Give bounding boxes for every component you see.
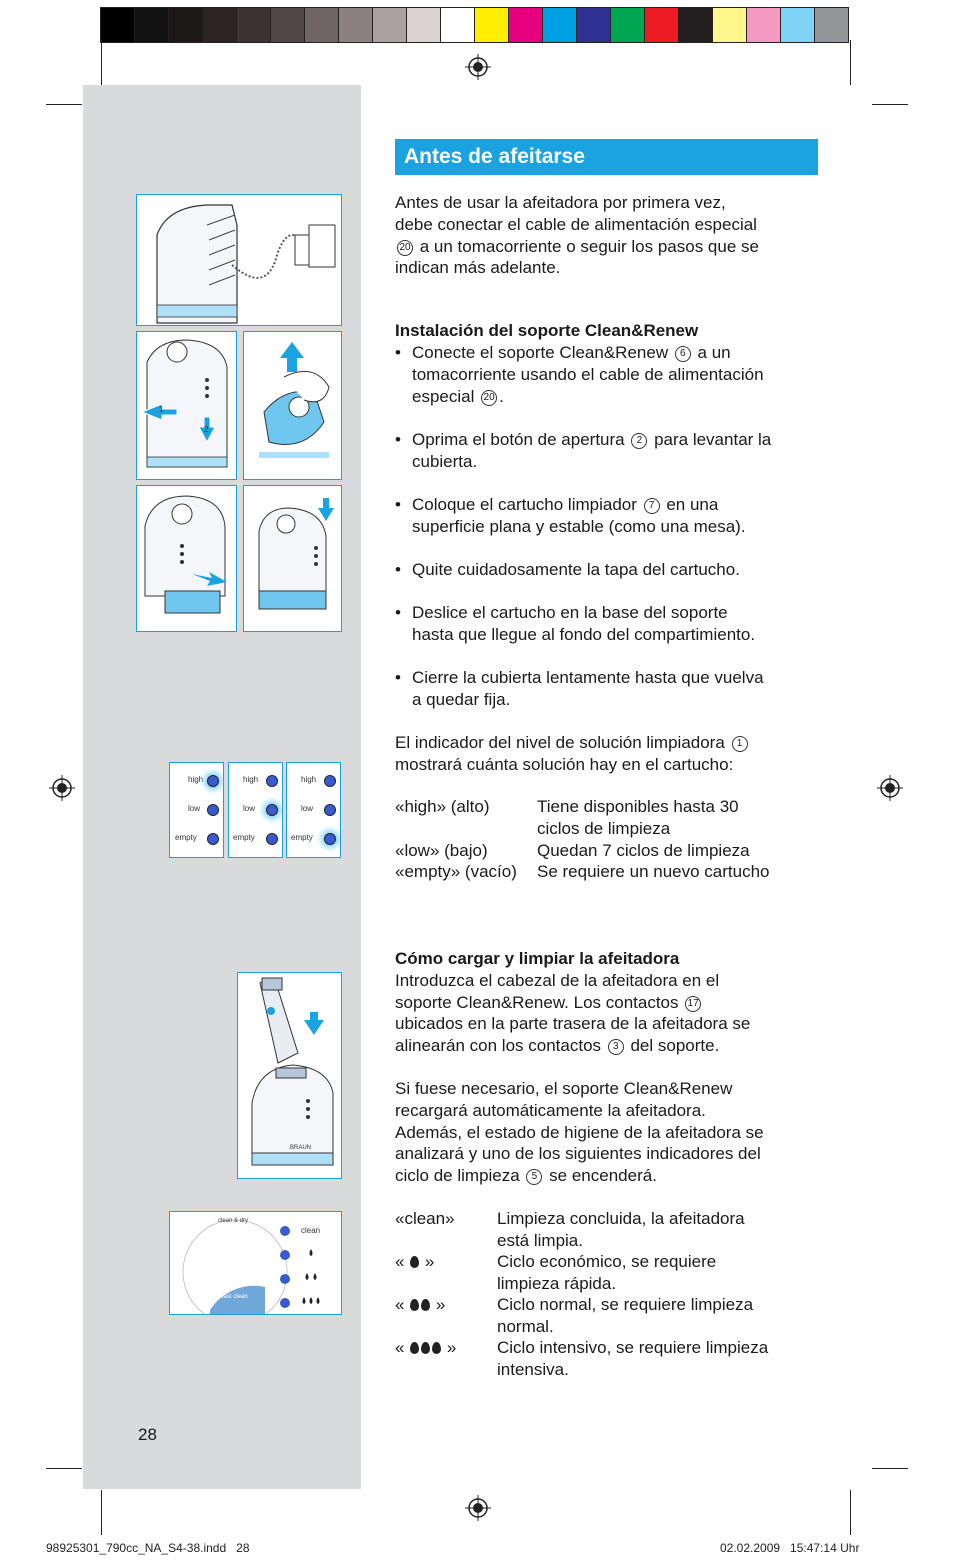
color-swatch: [101, 8, 135, 42]
drop-icon: [432, 1342, 441, 1354]
registration-mark-icon: [876, 774, 904, 802]
drop-icon: [421, 1299, 430, 1311]
label-high: high: [301, 775, 317, 784]
figure-open-cover: [136, 331, 237, 480]
drop-icon: [421, 1342, 430, 1354]
hygiene-desc-one-drop: [497, 1251, 716, 1295]
install-step-5: [395, 602, 825, 646]
level-row-empty: [395, 861, 517, 883]
figure-plug-in-station: [136, 194, 342, 326]
color-swatch: [339, 8, 373, 42]
step-text: en una: [661, 495, 719, 514]
hygiene-key-close: »: [420, 1252, 435, 1271]
intro-line: indican más adelante.: [395, 258, 561, 278]
registration-mark-icon: [464, 1494, 492, 1522]
led-high-lit: [207, 775, 219, 787]
step-line: Quite cuidadosamente la tapa del cartucho.: [412, 560, 740, 579]
recharge-line: Además, el estado de higiene de la afeitadora se: [395, 1122, 764, 1142]
footer-file-info: 98925301_790cc_NA_S4-38.indd 28: [46, 1541, 250, 1555]
step-text: a un: [692, 343, 731, 362]
crop-mark: [850, 1490, 851, 1535]
hygiene-desc-clean: [497, 1208, 745, 1252]
recharge-text: se encenderá.: [544, 1166, 657, 1186]
color-swatch: [577, 8, 611, 42]
step-line: Deslice el cartucho en la base del soporte: [412, 603, 728, 622]
charge-paragraph: [395, 948, 825, 1057]
intro-line: Antes de usar la afeitadora por primera vez,: [395, 193, 726, 212]
led-low: [207, 804, 219, 816]
label-empty: empty: [233, 833, 255, 842]
footer-timestamp: 02.02.2009 15:47:14 Uhr: [720, 1541, 860, 1555]
color-swatch: [781, 8, 815, 42]
step-line: [412, 494, 825, 516]
bullet-dot: •: [395, 430, 401, 449]
registration-mark-icon: [464, 53, 492, 81]
hygiene-key-one-drop: [395, 1251, 434, 1273]
hygiene-desc: Ciclo intensivo, se requiere limpieza: [497, 1338, 769, 1357]
level-desc: Tiene disponibles hasta 30: [537, 797, 739, 816]
install-heading: Instalación del soporte Clean&Renew: [395, 321, 699, 340]
step-line: [412, 386, 825, 408]
figure-insert-cartridge: [136, 485, 237, 632]
intro-paragraph: [395, 192, 825, 279]
hygiene-desc: está limpia.: [497, 1230, 583, 1250]
step-line: a quedar fija.: [412, 689, 511, 709]
level-row-low: [395, 840, 488, 862]
install-step-4: [395, 559, 825, 581]
step-text: Conecte el soporte Clean&Renew: [412, 343, 673, 362]
color-swatch: [373, 8, 407, 42]
color-swatch: [169, 8, 203, 42]
label-low: low: [188, 804, 201, 813]
level-desc-high: [537, 796, 739, 840]
color-swatch: [611, 8, 645, 42]
page-title: Antes de afeitarse: [404, 145, 585, 168]
label-fast-clean: fast clean: [222, 1294, 248, 1300]
label-clean-dry: clean & dry: [218, 1218, 249, 1224]
color-calibration-bar: [100, 7, 849, 43]
color-swatch: [305, 8, 339, 42]
intro-line: [395, 236, 825, 258]
level-key: «low» (bajo): [395, 841, 488, 860]
label-clean: clean: [301, 1226, 321, 1235]
recharge-line: Si fuese necesario, el soporte Clean&Renew: [395, 1079, 733, 1098]
ref-number: 17: [685, 996, 701, 1012]
charge-text: del soporte.: [625, 1036, 720, 1056]
indicator-paragraph: [395, 732, 825, 776]
color-swatch: [135, 8, 169, 42]
color-swatch: [441, 8, 475, 42]
step-line: tomacorriente usando el cable de alimentación: [412, 364, 764, 384]
level-indicator-panel-empty: [286, 762, 341, 858]
figure-shaver-in-station: [237, 972, 342, 1179]
intro-text: a un tomacorriente o seguir los pasos que se: [415, 236, 759, 256]
crop-mark: [46, 1468, 82, 1469]
step-text: Oprima el botón de apertura: [412, 430, 630, 449]
ref-number: 20: [481, 390, 497, 406]
hygiene-key-two-drops: [395, 1294, 445, 1316]
crop-mark: [101, 40, 102, 85]
close-cover-illustration: [244, 486, 341, 631]
install-step-2: [395, 429, 825, 473]
color-swatch: [815, 8, 848, 42]
bullet-dot: •: [395, 560, 401, 579]
level-indicator-panel-high: [169, 762, 224, 858]
recharge-text: ciclo de limpieza: [395, 1166, 525, 1186]
hygiene-key-close: »: [431, 1295, 446, 1314]
station-plug-illustration: [137, 195, 341, 325]
step-line: [412, 342, 825, 364]
charge-heading: Cómo cargar y limpiar la afeitadora: [395, 949, 680, 968]
color-swatch: [543, 8, 577, 42]
crop-mark: [850, 40, 851, 85]
level-desc: Quedan 7 ciclos de limpieza: [537, 841, 750, 860]
section-title-bar: [395, 139, 818, 175]
crop-mark: [872, 1468, 908, 1469]
color-swatch: [713, 8, 747, 42]
bullet-dot: •: [395, 668, 401, 687]
ref-number: 7: [644, 498, 660, 514]
recharge-line: analizará y uno de los siguientes indicadores del: [395, 1144, 761, 1164]
ref-number: 1: [732, 736, 748, 752]
step-line: [412, 429, 825, 451]
hygiene-key: «clean»: [395, 1209, 455, 1228]
hygiene-key-close: »: [442, 1338, 457, 1357]
install-step-6: [395, 667, 825, 711]
level-row-high: [395, 796, 490, 818]
drop-icon: [410, 1256, 419, 1268]
charge-line: ubicados en la parte trasera de la afeitadora se: [395, 1014, 751, 1034]
hygiene-key-clean: [395, 1208, 455, 1230]
step-line: Cierre la cubierta lentamente hasta que vuelva: [412, 668, 764, 687]
insert-cartridge-illustration: [137, 486, 236, 631]
figure-close-cover: [243, 485, 342, 632]
led-low-lit: [266, 804, 278, 816]
page-number: 28: [138, 1425, 157, 1444]
crop-mark: [46, 104, 82, 105]
step-line: cubierta.: [412, 451, 478, 471]
hygiene-desc: intensiva.: [497, 1359, 569, 1379]
level-indicator-panel-low: [228, 762, 283, 858]
recharge-line: [395, 1165, 825, 1187]
hygiene-desc: limpieza rápida.: [497, 1273, 617, 1293]
step-number-2: 2: [204, 425, 209, 434]
hygiene-desc: Ciclo económico, se requiere: [497, 1252, 717, 1271]
level-key: «empty» (vacío): [395, 862, 517, 881]
step-number-1: 1: [159, 405, 164, 414]
install-step-3: [395, 494, 825, 538]
led-low: [324, 804, 336, 816]
color-swatch: [407, 8, 441, 42]
charge-line: [395, 1035, 825, 1057]
figure-remove-cartridge-lid: [243, 331, 342, 480]
drop-icon: [410, 1299, 419, 1311]
led-empty-lit: [324, 833, 336, 845]
level-desc-empty: [537, 861, 770, 883]
label-high: high: [243, 775, 259, 784]
step-line: superficie plana y estable (como una mesa).: [412, 516, 746, 536]
hygiene-desc-three-drops: [497, 1337, 768, 1381]
step-text: especial: [412, 386, 480, 406]
led-high: [324, 775, 336, 787]
hygiene-desc: normal.: [497, 1316, 554, 1336]
charge-text: soporte Clean&Renew. Los contactos: [395, 992, 684, 1012]
charge-line: [395, 992, 825, 1014]
install-step-1: [395, 342, 825, 407]
color-swatch: [203, 8, 237, 42]
step-text: Coloque el cartucho limpiador: [412, 495, 642, 514]
hygiene-desc: Limpieza concluida, la afeitadora: [497, 1209, 745, 1228]
open-cover-illustration: [137, 332, 236, 479]
color-swatch: [747, 8, 781, 42]
color-swatch: [475, 8, 509, 42]
level-desc: Se requiere un nuevo cartucho: [537, 862, 770, 881]
hygiene-key-open: «: [395, 1338, 410, 1357]
step-text: .: [499, 386, 504, 406]
level-desc: ciclos de limpieza: [537, 818, 671, 838]
color-swatch: [509, 8, 543, 42]
indicator-line: mostrará cuánta solución hay en el cartucho:: [395, 754, 734, 774]
brand-logo: BRAUN: [290, 1145, 312, 1151]
ref-number: 20: [397, 240, 413, 256]
crop-mark: [101, 1490, 102, 1535]
charge-line: Introduzca el cabezal de la afeitadora en el: [395, 970, 720, 990]
bullet-dot: •: [395, 343, 401, 362]
hygiene-key-three-drops: [395, 1337, 456, 1359]
level-desc-low: [537, 840, 750, 862]
crop-mark: [872, 104, 908, 105]
step-line: hasta que llegue al fondo del compartimiento.: [412, 624, 756, 644]
step-text: para levantar la: [649, 430, 772, 449]
hygiene-key-open: «: [395, 1295, 410, 1314]
ref-number: 5: [526, 1169, 542, 1185]
label-low: low: [243, 804, 256, 813]
hygiene-desc-two-drops: [497, 1294, 753, 1338]
recharge-line: recargará automáticamente la afeitadora.: [395, 1100, 706, 1120]
label-low: low: [301, 804, 314, 813]
drop-icon: [410, 1342, 419, 1354]
label-empty: empty: [175, 833, 197, 842]
led-empty: [207, 833, 219, 845]
charge-text: alinearán con los contactos: [395, 1036, 606, 1056]
color-swatch: [679, 8, 713, 42]
label-empty: empty: [291, 833, 313, 842]
indicator-text: El indicador del nivel de solución limpiadora: [395, 733, 730, 752]
color-swatch: [271, 8, 305, 42]
cartridge-lid-illustration: [244, 332, 341, 479]
bullet-dot: •: [395, 495, 401, 514]
intro-line: debe conectar el cable de alimentación especial: [395, 214, 757, 234]
level-key: «high» (alto): [395, 797, 490, 816]
bullet-dot: •: [395, 603, 401, 622]
ref-number: 3: [608, 1039, 624, 1055]
led-empty: [266, 833, 278, 845]
hygiene-desc: Ciclo normal, se requiere limpieza: [497, 1295, 754, 1314]
ref-number: 2: [631, 433, 647, 449]
registration-mark-icon: [48, 774, 76, 802]
led-high: [266, 775, 278, 787]
hygiene-key-open: «: [395, 1252, 410, 1271]
label-high: high: [188, 775, 204, 784]
indicator-line: [395, 732, 825, 754]
recharge-paragraph: [395, 1078, 825, 1187]
hygiene-indicator-panel: [169, 1211, 342, 1315]
color-swatch: [645, 8, 679, 42]
ref-number: 6: [675, 346, 691, 362]
color-swatch: [237, 8, 271, 42]
